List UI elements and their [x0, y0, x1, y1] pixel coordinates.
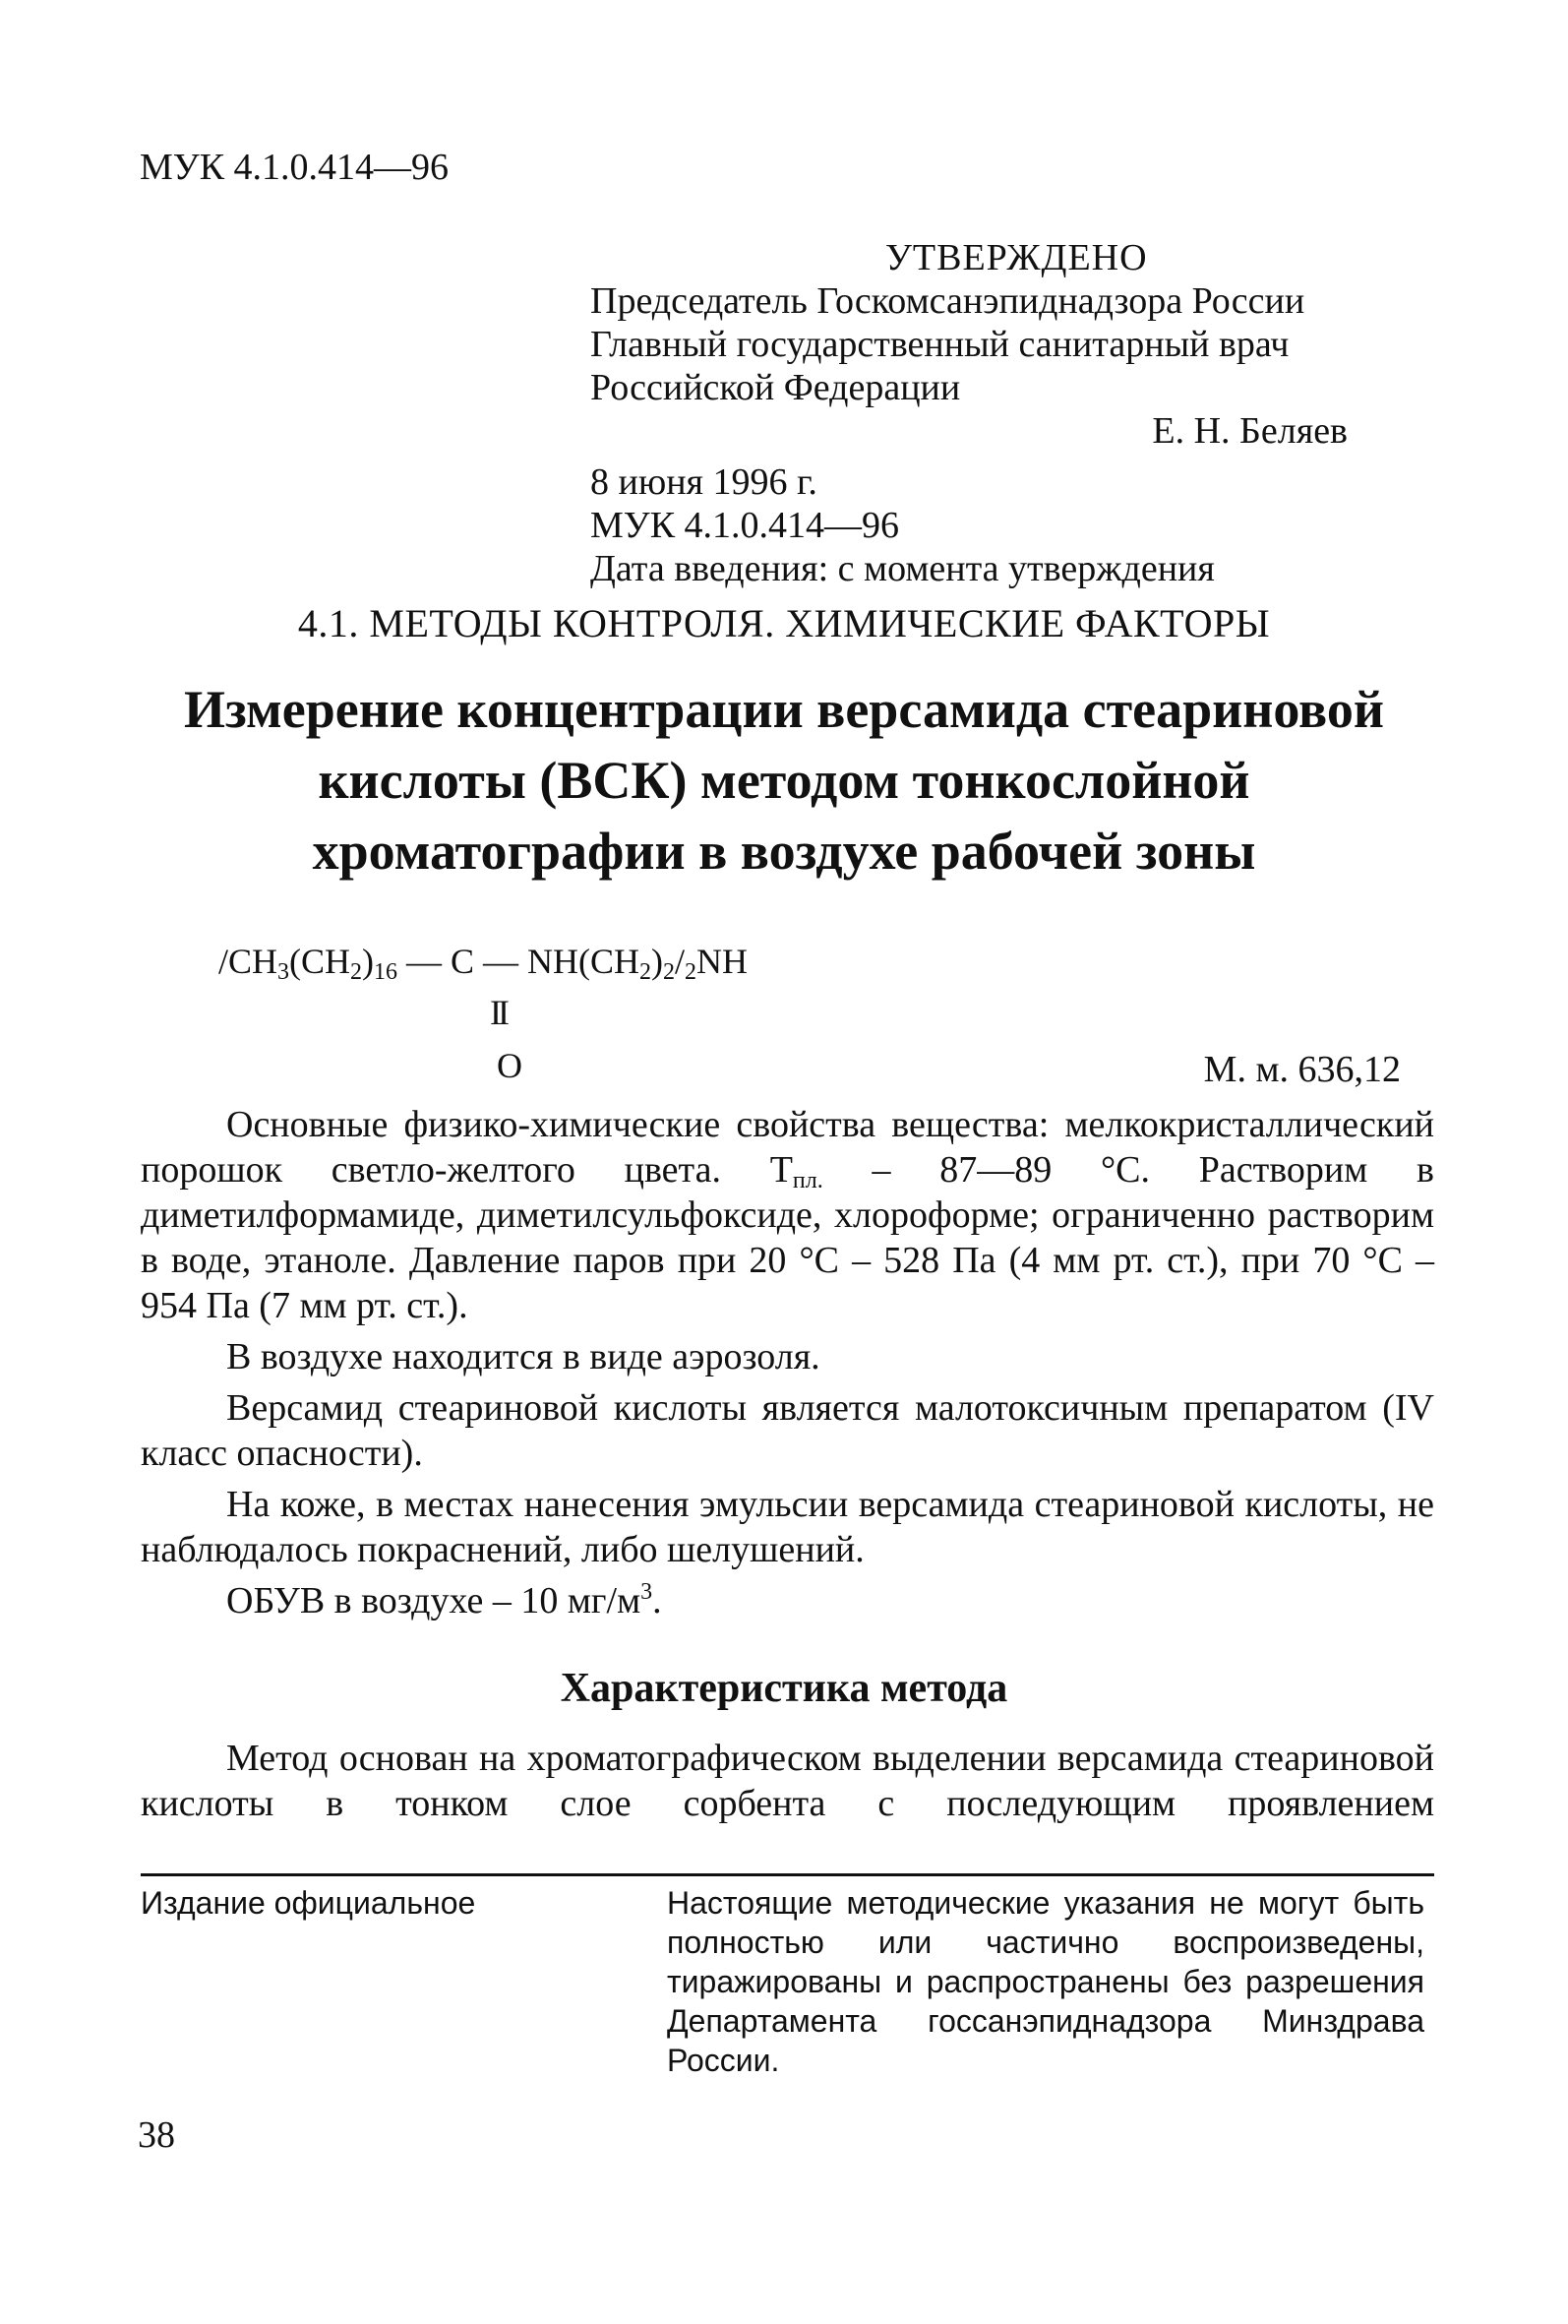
properties-text: [141, 1102, 1434, 1629]
chemical-formula: [218, 940, 748, 983]
paragraph-skin: На коже, в местах нанесения эмульсии версамида стеариновой кислоты, не наблюдалось покраснений, либо шелушений.: [141, 1484, 1434, 1570]
formula-subscript: 2: [639, 959, 652, 985]
title-line-2: кислоты (ВСК) методом тонкослойной: [318, 751, 1250, 810]
copyright-notice: Настоящие методические указания не могут быть полностью или частично воспроизведены, тиражированы и распространены без разрешения Департамента госсанэпиднадзора Минздрава России.: [667, 1885, 1424, 2078]
formula-part: — C — NH(CH: [397, 942, 640, 981]
effective-date: Дата введения: с момента утверждения: [590, 548, 1215, 589]
obuv-text: ОБУВ в воздухе – 10 мг/м: [226, 1580, 641, 1621]
approval-title: УТВЕРЖДЕНО: [885, 237, 1148, 278]
molecular-mass: М. м. 636,12: [1203, 1049, 1401, 1090]
properties-text-b: – 87—89 °С. Растворим в диметилформамиде, диметилсульфоксиде, хлороформе; ограниченно растворим в воде, этаноле. Давление паров при 20 °С – 528 Па (4 мм рт. ст.), при 70 °С – 954 Па (7 мм рт. ст.).: [141, 1149, 1434, 1326]
approver-name: Е. Н. Беляев: [1152, 410, 1348, 452]
paragraph-obuv: [141, 1578, 1434, 1623]
footer-divider: [141, 1873, 1434, 1876]
paragraph-method: Метод основан на хроматографическом выделении версамида стеариновой кислоты в тонком слое сорбента с последующим проявлением: [141, 1738, 1434, 1824]
approval-block: [590, 236, 1357, 590]
paragraph-aerosol: В воздухе находится в виде аэрозоля.: [226, 1336, 820, 1377]
formula-part: /: [675, 942, 686, 981]
properties-text-a: Основные физико-химические свойства вещества: мелкокристаллический порошок светло-желтого цвета. Т: [141, 1104, 1434, 1191]
paragraph-properties: [141, 1102, 1434, 1328]
obuv-period: .: [652, 1580, 662, 1621]
formula-subscript: 16: [374, 959, 398, 985]
formula-subscript: 3: [277, 959, 290, 985]
formula-subscript: 2: [663, 959, 676, 985]
formula-part: /CH: [218, 942, 278, 981]
formula-part: NH: [696, 942, 749, 981]
section-heading: 4.1. МЕТОДЫ КОНТРОЛЯ. ХИМИЧЕСКИЕ ФАКТОРЫ: [297, 601, 1271, 645]
melting-point-subscript: пл.: [792, 1168, 823, 1193]
title-line-1: Измерение концентрации версамида стеариновой: [184, 680, 1384, 739]
title-line-3: хроматографии в воздухе рабочей зоны: [312, 822, 1256, 881]
double-bond: II: [490, 993, 506, 1032]
formula-part: ): [362, 942, 375, 981]
method-text: [141, 1736, 1434, 1826]
method-heading: Характеристика метода: [560, 1666, 1008, 1711]
approver-position-1: Председатель Госкомсанэпиднадзора России: [590, 280, 1305, 322]
page-number: 38: [138, 2114, 175, 2156]
obuv-superscript: 3: [640, 1579, 653, 1605]
document-title: [138, 674, 1430, 887]
approver-position-2: Главный государственный санитарный врач: [590, 324, 1290, 365]
paragraph-toxicity: Версамид стеариновой кислоты является малотоксичным препаратом (IV класс опасности).: [141, 1387, 1434, 1474]
approval-date: 8 июня 1996 г.: [590, 461, 817, 503]
formula-subscript: 2: [350, 959, 363, 985]
edition-label: Издание официальное: [141, 1885, 476, 1921]
oxygen-atom: O: [497, 1046, 522, 1085]
formula-part: (CH: [289, 942, 351, 981]
approval-spacer: [590, 453, 1357, 460]
document-code: МУК 4.1.0.414—96: [140, 147, 450, 188]
approver-position-3: Российской Федерации: [590, 367, 961, 408]
formula-part: ): [651, 942, 664, 981]
approval-code: МУК 4.1.0.414—96: [590, 505, 900, 546]
formula-subscript: 2: [685, 959, 697, 985]
